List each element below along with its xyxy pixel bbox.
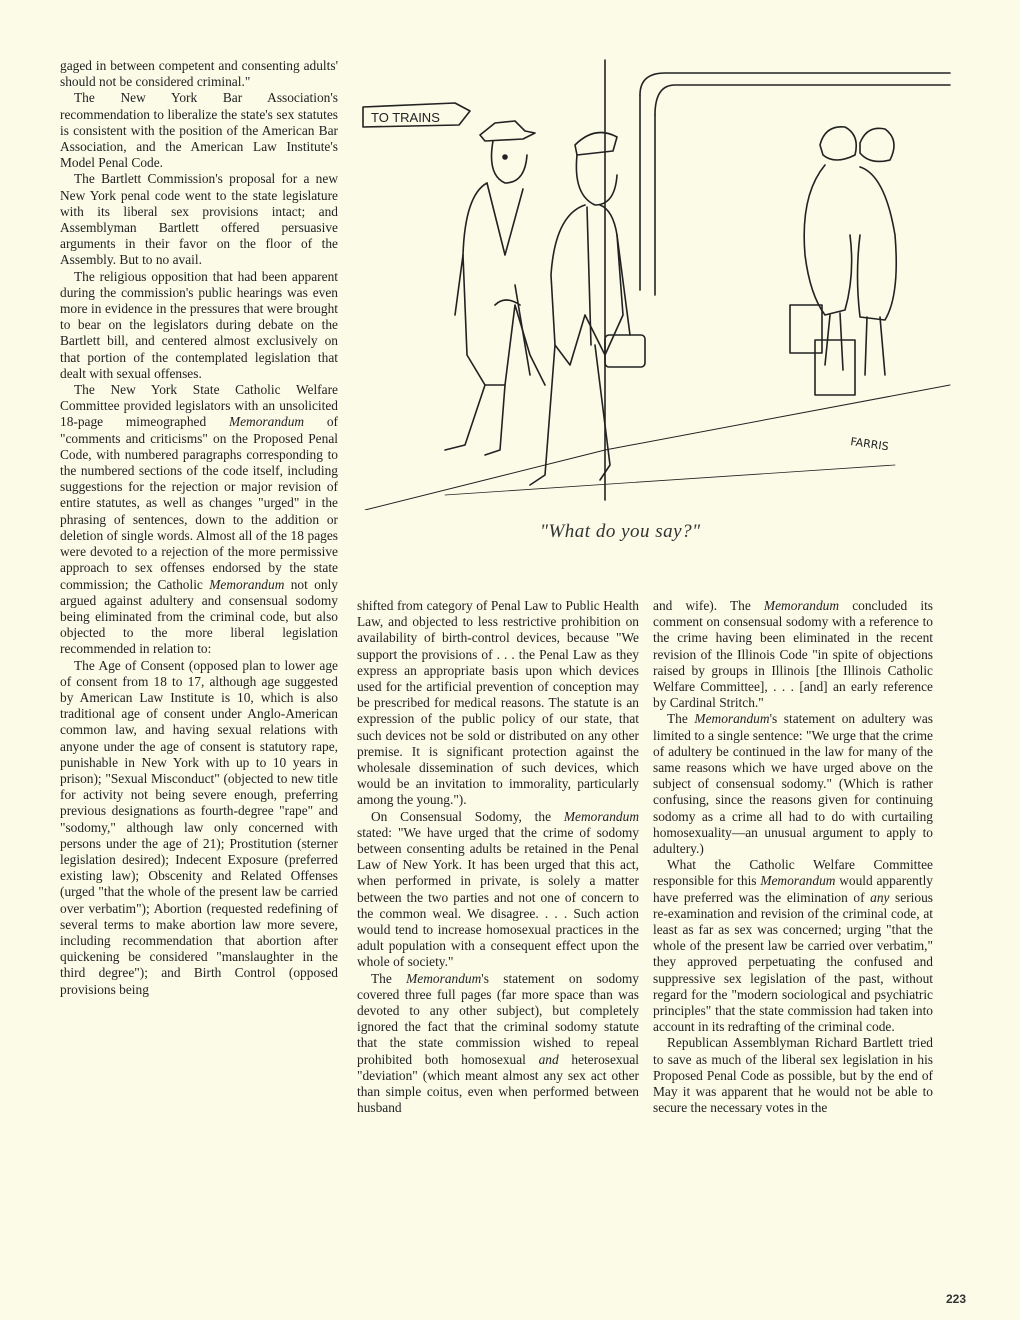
paragraph: Republican Assemblyman Richard Bartlett tried to save as much of the liberal sex legislation in his Proposed Penal Code as possible, but by the end of May it was apparent that he would not be able to secure the necessary votes in the bbox=[653, 1035, 933, 1116]
text-span: would apparently have preferred was the elimination of bbox=[653, 873, 934, 905]
paragraph: The Bartlett Commission's proposal for a new New York penal code went to the state legislature with its liberal sex provisions intact; and Assemblyman Bartlett offered persuasive arguments in their favor on the floor of the Assembly. But to no avail. bbox=[60, 171, 338, 268]
paragraph: The Age of Consent (opposed plan to lower age of consent from 18 to 17, although age suggested by American Law Institute is 10, which is also traditional age of consent under Anglo-American common law, and having sexual relations with anyone under the age of consent is statutory rape, punishable in New York with up to 10 years in prison); "Sexual Misconduct" (objected to new title for activity not being severe enough, preferring previous designations as fourth-degree "rape" and "sodomy," although law only concerned with persons under the age of 21); Prostitution (sterner legislation desired); Indecent Exposure (preferred existing law); Obscenity and Related Offenses (urged "that the whole of the present law be carried over verbatim"); Abortion (requested redefining of several terms to make abortion law more severe, including recommendation that abortion after quickening be considered "manslaughter in the third degree"); and Birth Control (opposed provisions being bbox=[60, 657, 338, 997]
text-span: of "comments and criticisms" on the Proposed Penal Code, with numbered paragraphs corresponding to the numbered sections of the code itself, including suggestions for the rejection or major revision of entire statutes, as well as changes "urged" in the phrasing of sentences, down to the addition or deletion of single words. Almost all of the 18 pages were devoted to a rejection of the more permissive approach to sex offenses endorsed by the state commission; the Catholic bbox=[60, 414, 338, 592]
italic-text: and bbox=[538, 1051, 559, 1067]
paragraph bbox=[653, 711, 933, 857]
italic-text: Memorandum bbox=[694, 711, 770, 727]
sign-text: TO TRAINS bbox=[371, 110, 440, 125]
text-span: 's statement on adultery was limited to a single sentence: "We urge that the crime of adultery be continued in the law for many of the same reasons which we have urged above on the subject of consensual sodomy." (Which is rather confusing, since the reasons given for continuing sodomy as a crime all had to do with curtailing homosexuality—an unusual argument to apply to adultery.) bbox=[653, 711, 933, 857]
text-span: heterosexual "deviation" (which meant almost any sex act other than simple coitus, even when performed between husband bbox=[357, 1051, 639, 1116]
italic-text: Memorandum bbox=[228, 414, 305, 430]
text-span: stated: "We have urged that the crime of sodomy between consenting adults be retained in the Penal Law of New York. It has been urged that this act, when performed in private, is solely a matter between the two parties and not one of concern to the common weal. We disagree. . . . Such action would tend to increase homosexual practices in the adult population with a consequent effect upon the whole of society." bbox=[357, 824, 639, 970]
italic-text: Memorandum bbox=[760, 873, 836, 889]
man-in-cap-figure bbox=[530, 133, 645, 486]
text-span: The bbox=[667, 711, 695, 727]
paragraph bbox=[653, 857, 933, 1035]
text-span: 's statement on sodomy covered three full pages (far more space than was devoted to any other subject), but completely ignored the fact that the criminal sodomy statute that the state commission wished to repeal prohibited both homosexual bbox=[357, 970, 640, 1067]
text-span: On Consensual Sodomy, the bbox=[371, 808, 564, 824]
italic-text: any bbox=[870, 889, 890, 905]
paragraph: The religious opposition that had been apparent during the commission's public hearings was even more in evidence in the pressures that were brought to bear on the legislators during debate on the Bartlett bill, and centered almost exclusively on that portion of the contemplated legislation that dealt with sexual offenses. bbox=[60, 268, 338, 381]
cartoon-illustration bbox=[355, 55, 953, 510]
text-span: and wife). The bbox=[653, 598, 764, 613]
text-span: The bbox=[371, 970, 407, 986]
text-column-2 bbox=[357, 598, 639, 1117]
text-span: What the Catholic Welfare Committee responsible for this bbox=[653, 857, 933, 889]
paragraph: The New York Bar Association's recommendation to liberalize the state's sex statutes is consistent with the position of the American Bar Association, and the American Law Institute's Model Penal Code. bbox=[60, 90, 338, 171]
paragraph bbox=[357, 971, 639, 1117]
paragraph: gaged in between competent and consenting adults' should not be considered criminal." bbox=[60, 58, 338, 90]
text-column-1 bbox=[60, 58, 338, 998]
text-span: serious re-examination and revision of the criminal code, at least as far as sex was concerned; urging "that the whole of the present law be carried over verbatim," they approved perpetuating the confused and suppressive sex legislation of the past, without regard for the "modern sociological and psychiatric principles" that the state commission had taken into account in its redrafting of the criminal code. bbox=[653, 889, 933, 1035]
two-women-figures bbox=[790, 127, 896, 395]
paragraph bbox=[60, 382, 338, 657]
artist-signature: FARRIS bbox=[849, 435, 890, 454]
italic-text: Memorandum bbox=[209, 576, 285, 592]
cartoon-caption: "What do you say?" bbox=[540, 521, 701, 542]
text-span: not only argued against adultery and consensual sodomy being eliminated from the criminal code, but also objected to the more liberal legislation recommended in relation to: bbox=[60, 576, 338, 657]
text-span: concluded its comment on consensual sodomy with a reference to the crime having been eliminated in the recent revision of the Illinois Code "in spite of objections raised by groups in Illinois [the Illinois Catholic Welfare Committee], . . . [and] an early reference by Cardinal Stritch." bbox=[653, 598, 934, 711]
man-in-hat-figure bbox=[445, 121, 545, 455]
paragraph bbox=[357, 809, 639, 971]
paragraph: shifted from category of Penal Law to Public Health Law, and objected to less restrictive prohibition on availability of birth-control devices, because "We support the provisions of . . . the Penal Law as they express an appropriate basis upon which devices used for the artificial prevention of conception may be prescribed for medical reasons. The statute is an expression of the public policy of our state, that such devices not be sold or distributed on any other premise. It is significant protection against the wholesale dissemination of such devices, which would be an invitation to immorality, particularly among the young."). bbox=[357, 598, 639, 808]
page-number: 223 bbox=[946, 1292, 967, 1306]
italic-text: Memorandum bbox=[563, 808, 639, 824]
text-span: The New York State Catholic Welfare Committee provided legislators with an unsolicited 18-page mimeographed bbox=[60, 382, 338, 430]
italic-text: Memorandum bbox=[763, 598, 840, 613]
paragraph bbox=[653, 598, 933, 711]
to-trains-sign bbox=[363, 103, 470, 127]
italic-text: Memorandum bbox=[406, 970, 482, 986]
text-column-3 bbox=[653, 598, 933, 1117]
